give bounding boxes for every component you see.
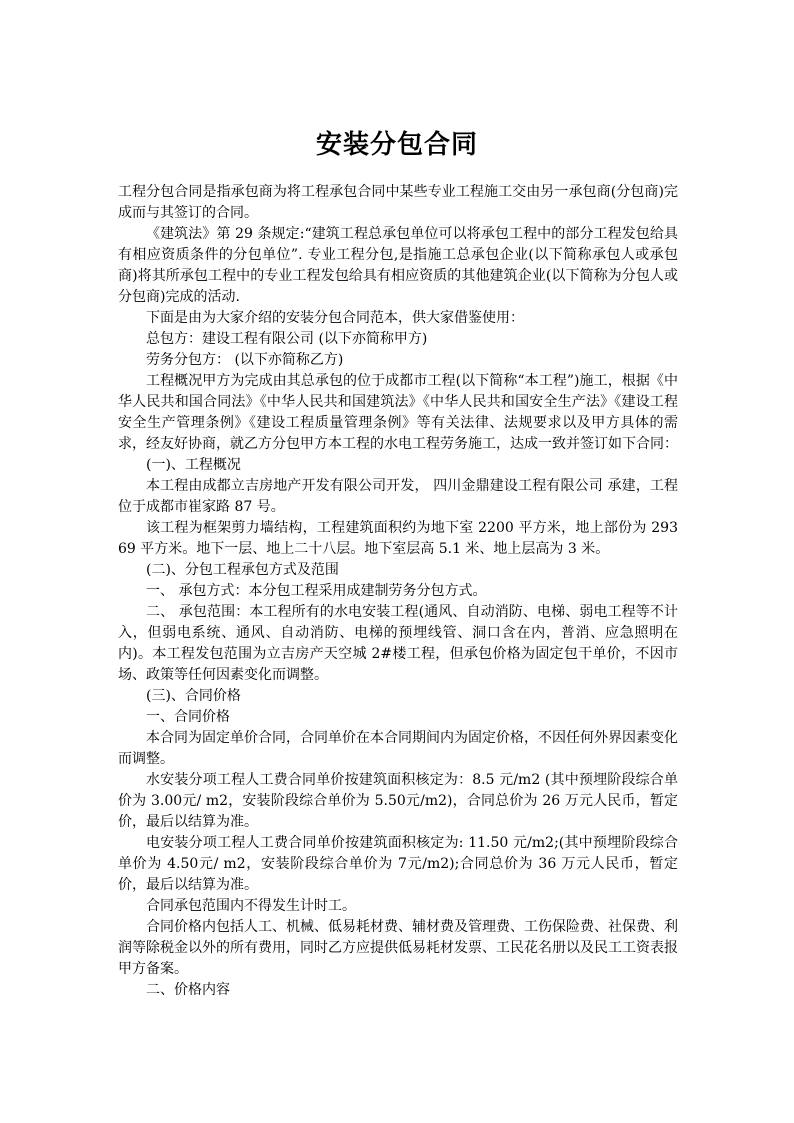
paragraph: 下面是由为大家介绍的安装分包合同范本，供大家借鉴使用： [146,310,524,326]
subsection-heading: 二、价格内容 [146,982,230,998]
section-heading: (二)、分包工程承包方式及范围 [146,562,339,578]
section-heading: (三)、合同价格 [146,688,241,704]
section-heading: (一)、工程概况 [146,457,241,473]
paragraph: 《建筑法》第 29 条规定:“建筑工程总承包单位可以将承包工程中的部分工程发包给具有相应资质条件的分包单位”. 专业工程分包,是指施工总承包企业(以下简称承包人或承包商)将其所承包工程中的专业工程发包给具有相应资质的其他建筑企业(以下简称为分包人或分包商)完成的活动. [118,226,678,305]
paragraph: 一、 承包方式：本分包工程采用成建制劳务分包方式。 [146,583,487,599]
subsection-heading: 一、合同价格 [146,709,230,725]
paragraph: 本合同为固定单价合同，合同单价在本合同期间内为固定价格，不因任何外界因素变化而调整。 [118,730,678,767]
paragraph: 水安装分项工程人工费合同单价按建筑面积核定为：8.5 元/m2 (其中预埋阶段综合单价为 3.00元/ m2，安装阶段综合单价为 5.50元/m2)，合同总价为 26 万元人民币，暂定价，最后以结算为准。 [118,772,678,830]
paragraph: 总包方：建设工程有限公司 (以下亦简称甲方) [146,331,428,347]
paragraph: 电安装分项工程人工费合同单价按建筑面积核定为: 11.50 元/m2;(其中预埋阶段综合单价为 4.50元/ m2，安装阶段综合单价为 7元/m2);合同总价为 36 万元人民币，暂定价，最后以结算为准。 [118,835,678,893]
document-body [118,182,678,1001]
paragraph: 工程分包合同是指承包商为将工程承包合同中某些专业工程施工交由另一承包商(分包商)完成而与其签订的合同。 [118,184,678,221]
paragraph: 二、 承包范围：本工程所有的水电安装工程(通风、自动消防、电梯、弱电工程等不计入，但弱电系统、通风、自动消防、电梯的预埋线管、洞口含在内，普消、应急照明在内)。本工程发包范围为立吉房产天空城 2#楼工程，但承包价格为固定包干单价，不因市场、政策等任何因素变化而调整。 [118,604,678,683]
paragraph: 该工程为框架剪力墙结构，工程建筑面积约为地下室 2200 平方米，地上部份为 29369 平方米。地下一层、地上二十八层。地下室层高 5.1 米、地上层高为 3 米。 [118,520,678,557]
document-title: 安装分包合同 [315,130,478,160]
paragraph: 劳务分包方： (以下亦简称乙方) [146,352,344,368]
paragraph: 工程概况甲方为完成由其总承包的位于成都市工程(以下简称“本工程”)施工，根据《中华人民共和国合同法》《中华人民共和国建筑法》《中华人民共和国安全生产法》《建设工程安全生产管理条例》《建设工程质量管理条例》等有关法律、法规要求以及甲方具体的需求，经友好协商，就乙方分包甲方本工程的水电工程劳务施工，达成一致并签订如下合同： [118,373,678,452]
paragraph: 本工程由成都立吉房地产开发有限公司开发， 四川金鼎建设工程有限公司 承建，工程位于成都市崔家路 87 号。 [118,478,678,515]
paragraph: 合同价格内包括人工、机械、低易耗材费、辅材费及管理费、工伤保险费、社保费、利润等除税金以外的所有费用，同时乙方应提供低易耗材发票、工民花名册以及民工工资表报甲方备案。 [118,919,678,977]
paragraph: 合同承包范围内不得发生计时工。 [146,898,356,914]
